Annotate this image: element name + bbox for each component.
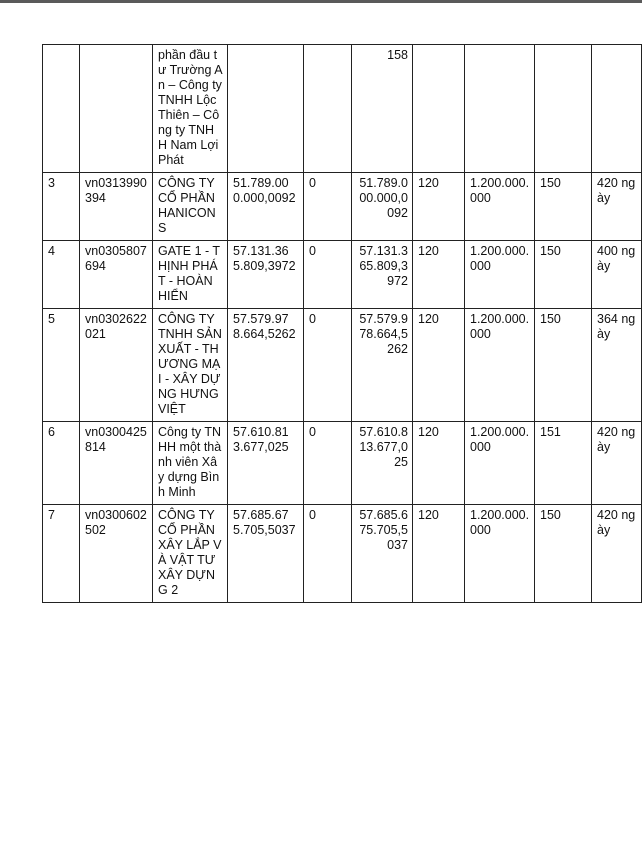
- bidder-name-cell: CÔNG TY CỔ PHẦN HANICONS: [153, 173, 228, 241]
- guarantee-amount-cell: 1.200.000.000: [465, 422, 535, 505]
- guarantee-days-cell: 150: [535, 309, 592, 422]
- page-top-border: [0, 0, 642, 3]
- row-number-cell: 4: [43, 241, 80, 309]
- guarantee-amount-cell: 1.200.000.000: [465, 309, 535, 422]
- guarantee-days-cell: 150: [535, 173, 592, 241]
- bidder-name-cell: GATE 1 - THỊNH PHÁT - HOÀN HIỂN: [153, 241, 228, 309]
- table-row: [43, 505, 642, 603]
- table-row: [43, 45, 642, 173]
- validity-value-cell: [413, 45, 465, 173]
- row-number-cell: [43, 45, 80, 173]
- discount-value-cell: 0: [304, 505, 352, 603]
- bidder-name-cell: CÔNG TY CỔ PHẦN XÂY LẮP VÀ VẬT TƯ XÂY DỰNG 2: [153, 505, 228, 603]
- discount-value-cell: 0: [304, 173, 352, 241]
- validity-value-cell: 120: [413, 505, 465, 603]
- validity-value-cell: 120: [413, 422, 465, 505]
- bidder-code-cell: vn0300602502: [80, 505, 153, 603]
- guarantee-days-cell: 151: [535, 422, 592, 505]
- validity-value-cell: 120: [413, 309, 465, 422]
- guarantee-days-cell: [535, 45, 592, 173]
- bidder-name-cell: phần đầu tư Trường An – Công ty TNHH Lộc Thiên – Công ty TNHH Nam Lợi Phát: [153, 45, 228, 173]
- guarantee-amount-cell: [465, 45, 535, 173]
- execution-duration-cell: 420 ngày: [592, 505, 642, 603]
- row-number-cell: 6: [43, 422, 80, 505]
- execution-duration-cell: 400 ngày: [592, 241, 642, 309]
- bidder-code-cell: [80, 45, 153, 173]
- guarantee-days-cell: 150: [535, 505, 592, 603]
- execution-duration-cell: 420 ngày: [592, 422, 642, 505]
- bidder-code-cell: vn0305807694: [80, 241, 153, 309]
- guarantee-amount-cell: 1.200.000.000: [465, 173, 535, 241]
- final-price-cell: 57.579.978.664,5262: [352, 309, 413, 422]
- guarantee-amount-cell: 1.200.000.000: [465, 241, 535, 309]
- table-row: [43, 173, 642, 241]
- bidder-results-table: [42, 44, 642, 603]
- execution-duration-cell: 420 ngày: [592, 173, 642, 241]
- bid-price-cell: 51.789.000.000,0092: [228, 173, 304, 241]
- bid-price-cell: 57.579.978.664,5262: [228, 309, 304, 422]
- table-row: [43, 241, 642, 309]
- bidder-code-cell: vn0300425814: [80, 422, 153, 505]
- bid-price-cell: 57.131.365.809,3972: [228, 241, 304, 309]
- bidder-code-cell: vn0313990394: [80, 173, 153, 241]
- final-price-cell: 57.131.365.809,3972: [352, 241, 413, 309]
- execution-duration-cell: 364 ngày: [592, 309, 642, 422]
- final-price-cell: 57.610.813.677,025: [352, 422, 413, 505]
- discount-value-cell: 0: [304, 241, 352, 309]
- table-body: [43, 45, 642, 603]
- bidder-code-cell: vn0302622021: [80, 309, 153, 422]
- final-price-cell: 51.789.000.000,0092: [352, 173, 413, 241]
- guarantee-days-cell: 150: [535, 241, 592, 309]
- table-row: [43, 422, 642, 505]
- table-row: [43, 309, 642, 422]
- validity-value-cell: 120: [413, 241, 465, 309]
- bid-price-cell: 57.685.675.705,5037: [228, 505, 304, 603]
- validity-value-cell: 120: [413, 173, 465, 241]
- row-number-cell: 7: [43, 505, 80, 603]
- discount-value-cell: [304, 45, 352, 173]
- bid-price-cell: 57.610.813.677,025: [228, 422, 304, 505]
- guarantee-amount-cell: 1.200.000.000: [465, 505, 535, 603]
- bidder-name-cell: Công ty TNHH một thành viên Xây dựng Bình Minh: [153, 422, 228, 505]
- row-number-cell: 3: [43, 173, 80, 241]
- row-number-cell: 5: [43, 309, 80, 422]
- final-price-cell: 158: [352, 45, 413, 173]
- discount-value-cell: 0: [304, 309, 352, 422]
- final-price-cell: 57.685.675.705,5037: [352, 505, 413, 603]
- discount-value-cell: 0: [304, 422, 352, 505]
- bidder-name-cell: CÔNG TY TNHH SẢN XUẤT - THƯƠNG MẠI - XÂY DỰNG HƯNG VIỆT: [153, 309, 228, 422]
- execution-duration-cell: [592, 45, 642, 173]
- bid-price-cell: [228, 45, 304, 173]
